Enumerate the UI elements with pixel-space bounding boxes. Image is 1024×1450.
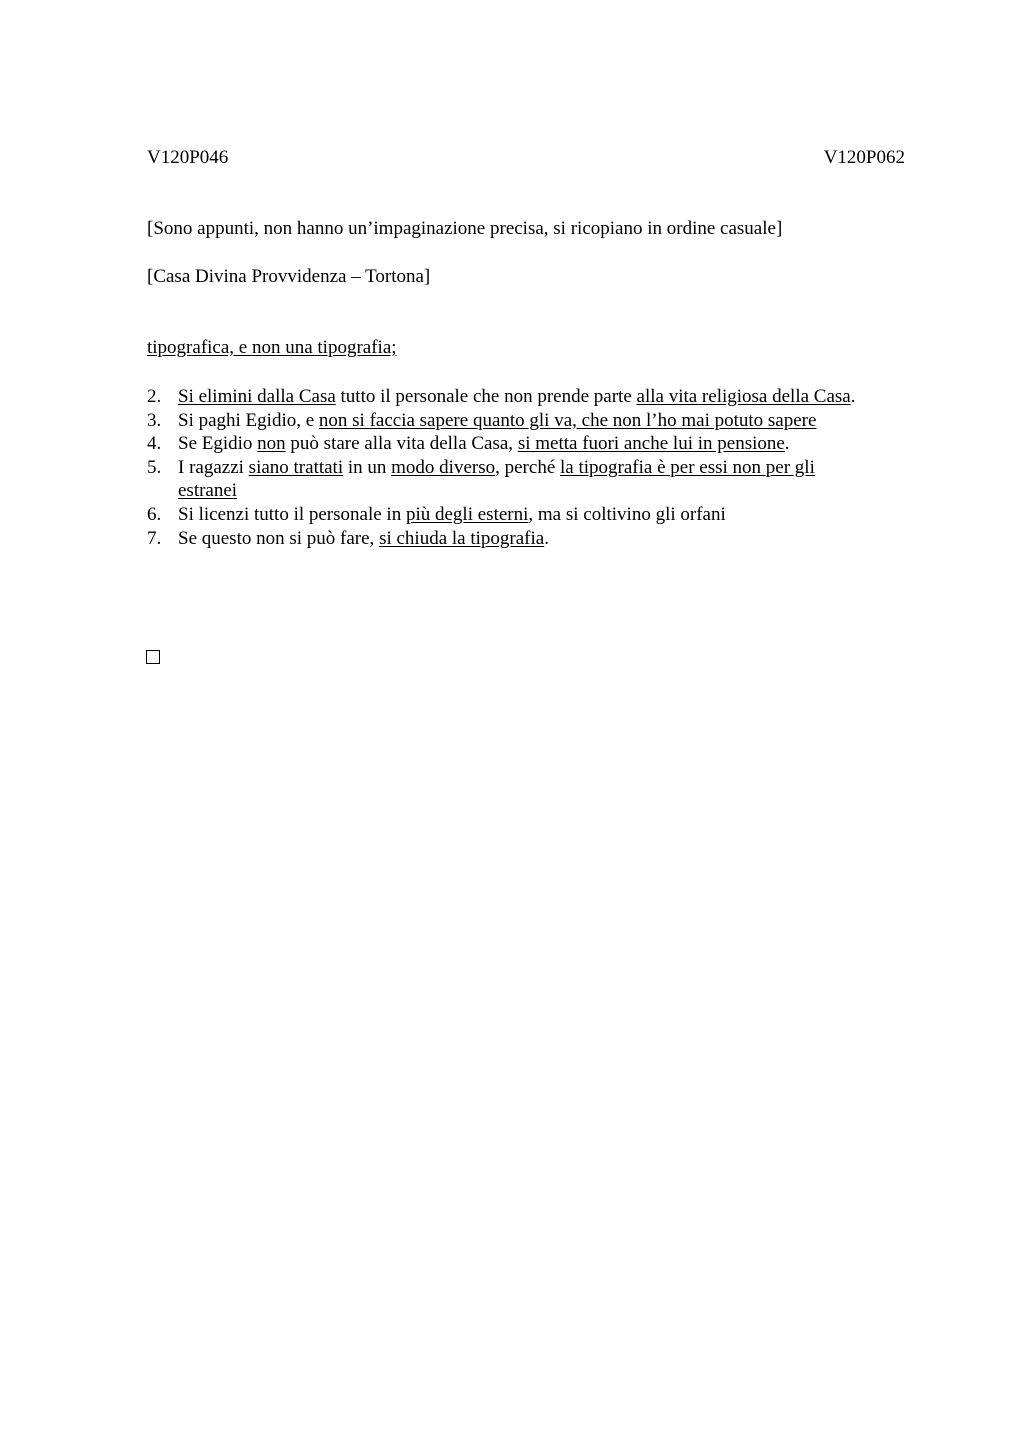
plain-text: tutto il personale che non prende parte — [335, 386, 637, 407]
location-note: [Casa Divina Provvidenza – Tortona] — [147, 266, 431, 287]
list-item-number: 6. — [147, 503, 162, 525]
plain-text: , ma si coltivino gli orfani — [528, 503, 726, 525]
underlined-text: non — [257, 433, 286, 455]
list-item-number: 2. — [147, 386, 162, 407]
underlined-text: più degli esterni — [405, 503, 529, 525]
list-item-number: 3. — [147, 409, 162, 431]
list-item — [147, 503, 937, 527]
underlined-text: modo diverso — [391, 456, 496, 478]
plain-text: può stare alla vita della Casa, — [285, 433, 518, 455]
underlined-text: estranei — [178, 480, 238, 502]
plain-text: . — [850, 386, 856, 407]
plain-text: Si licenzi tutto il personale in — [178, 503, 406, 525]
underlined-text: si metta fuori anche lui in pensione — [517, 433, 785, 455]
list-item — [147, 527, 937, 551]
underlined-text: non si faccia sapere quanto gli va, che non l’ho mai potuto sapere — [318, 409, 817, 431]
list-item — [147, 409, 937, 433]
plain-text: . — [784, 433, 790, 455]
plain-text: I ragazzi — [178, 456, 249, 478]
text-fragment: tipografica, e non una tipografia; — [147, 337, 397, 358]
list-item — [147, 385, 937, 409]
list-item-number: 7. — [147, 527, 162, 549]
checkbox[interactable] — [146, 650, 160, 664]
document-code-right: V120P062 — [823, 147, 905, 168]
list-item-number: 4. — [147, 433, 162, 455]
plain-text: , perché — [495, 456, 561, 478]
editorial-note: [Sono appunti, non hanno un’impaginazione precisa, si ricopiano in ordine casuale] — [147, 218, 783, 239]
underlined-text: la tipografia è per essi non per gli — [560, 456, 815, 478]
list-item — [147, 456, 937, 503]
underlined-text: Si elimini dalla Casa — [178, 386, 336, 407]
plain-text: . — [544, 527, 549, 549]
list-item — [147, 432, 937, 456]
underlined-text: alla vita religiosa della Casa — [636, 386, 851, 407]
numbered-list — [147, 385, 937, 550]
plain-text: Se Egidio — [178, 433, 258, 455]
underlined-text: si chiuda la tipografia — [379, 527, 545, 549]
plain-text: Se questo non si può fare, — [178, 527, 380, 549]
underlined-text: siano trattati — [248, 456, 344, 478]
plain-text: Si paghi Egidio, e — [178, 409, 319, 431]
document-code-left: V120P046 — [147, 147, 229, 168]
plain-text: in un — [343, 456, 392, 478]
list-item-number: 5. — [147, 456, 162, 478]
